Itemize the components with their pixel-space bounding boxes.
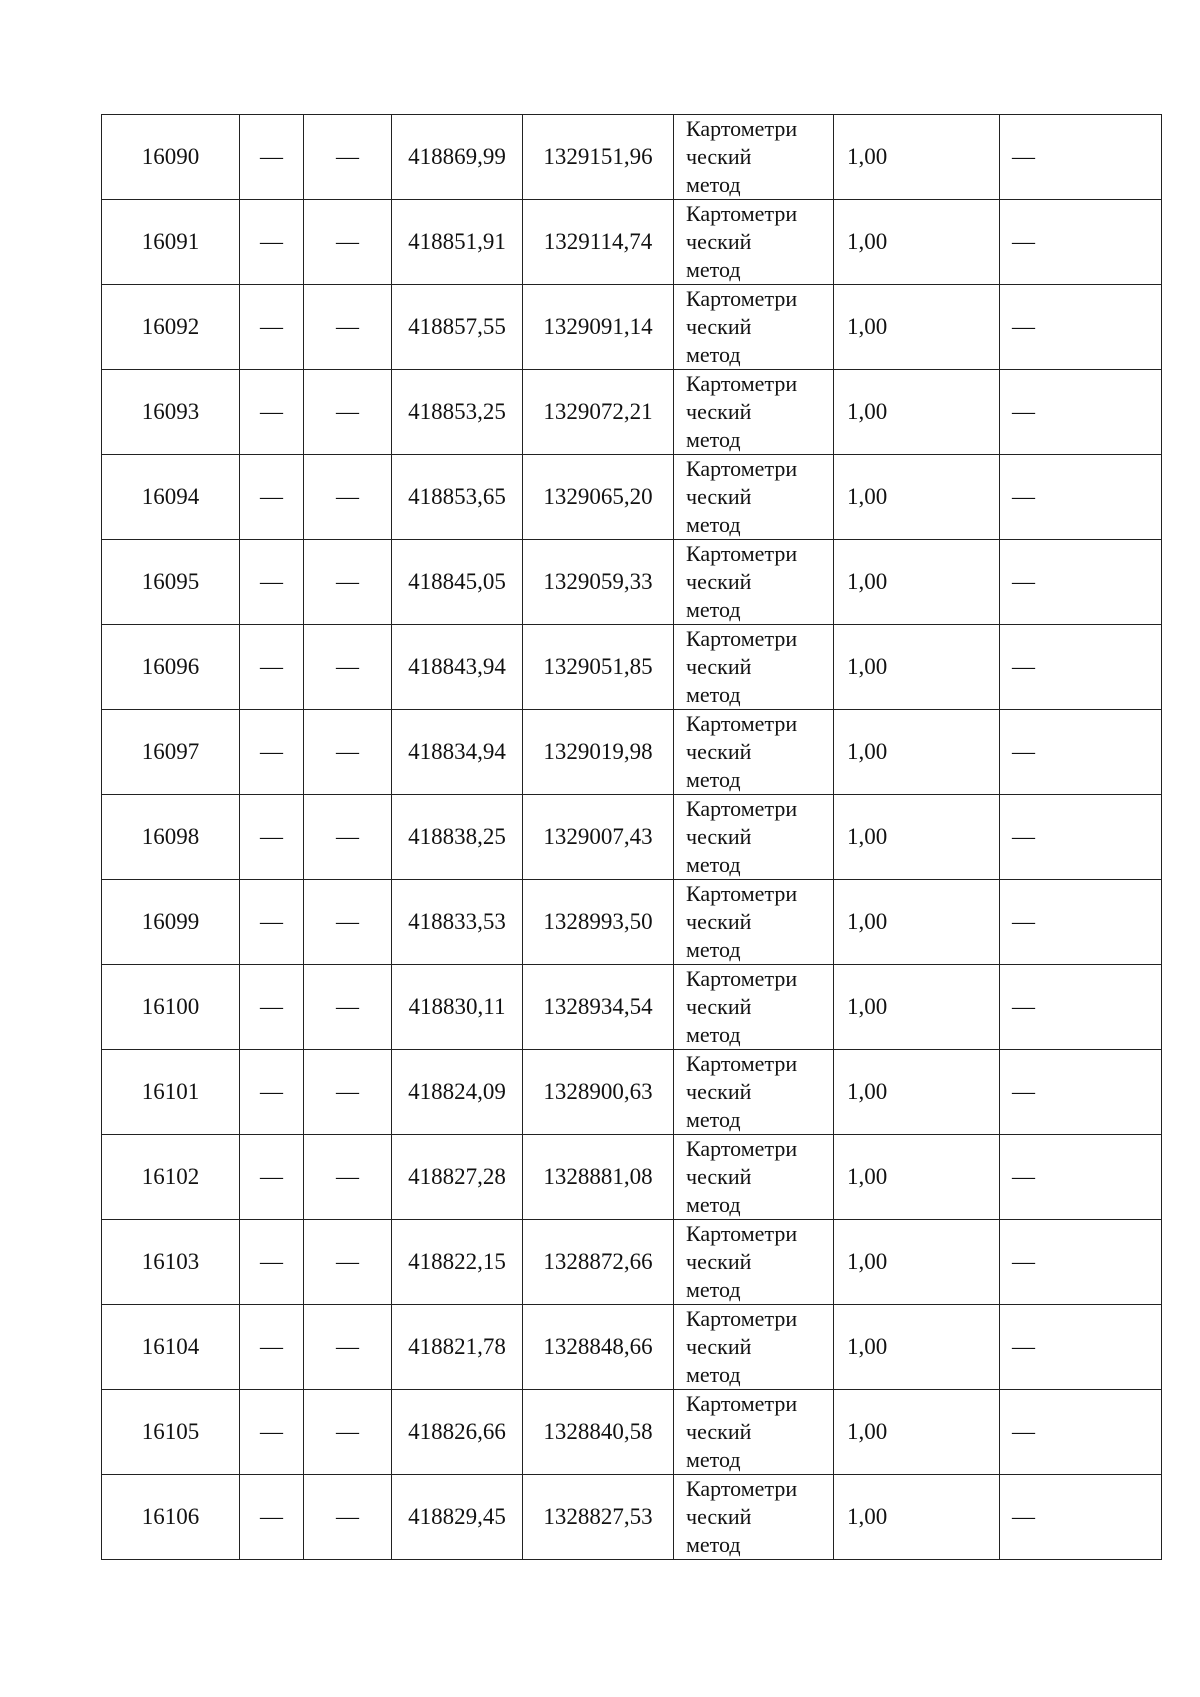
point-number-cell: 16094 xyxy=(102,455,240,540)
method-text-line: метод xyxy=(686,172,741,197)
x-coordinate-cell: 418822,15 xyxy=(392,1220,523,1305)
description-cell: — xyxy=(1000,455,1162,540)
method-text-line: ческий xyxy=(686,739,752,764)
method-text-line: ческий xyxy=(686,909,752,934)
description-cell: — xyxy=(1000,1220,1162,1305)
method-cell xyxy=(674,625,834,710)
method-cell xyxy=(674,880,834,965)
y-coordinate-cell: 1329072,21 xyxy=(523,370,674,455)
description-cell: — xyxy=(1000,200,1162,285)
method-text-line: метод xyxy=(686,597,741,622)
table-row xyxy=(102,370,1162,455)
description-cell: — xyxy=(1000,1135,1162,1220)
method-cell xyxy=(674,455,834,540)
empty-x-cell: — xyxy=(240,200,304,285)
empty-y-cell: — xyxy=(304,625,392,710)
table-row xyxy=(102,1135,1162,1220)
method-cell xyxy=(674,965,834,1050)
point-number-cell: 16097 xyxy=(102,710,240,795)
method-text-line: Картометри xyxy=(686,456,798,481)
point-number-cell: 16098 xyxy=(102,795,240,880)
method-text-line: ческий xyxy=(686,1334,752,1359)
method-cell xyxy=(674,1220,834,1305)
table-row xyxy=(102,285,1162,370)
y-coordinate-cell: 1329151,96 xyxy=(523,115,674,200)
description-cell: — xyxy=(1000,1390,1162,1475)
point-number-cell: 16090 xyxy=(102,115,240,200)
x-coordinate-cell: 418845,05 xyxy=(392,540,523,625)
table-row xyxy=(102,1390,1162,1475)
description-cell: — xyxy=(1000,1050,1162,1135)
coordinates-table xyxy=(101,114,1162,1560)
method-text-line: ческий xyxy=(686,314,752,339)
description-cell: — xyxy=(1000,880,1162,965)
description-cell: — xyxy=(1000,370,1162,455)
y-coordinate-cell: 1329051,85 xyxy=(523,625,674,710)
y-coordinate-cell: 1329114,74 xyxy=(523,200,674,285)
method-cell xyxy=(674,1050,834,1135)
description-cell: — xyxy=(1000,540,1162,625)
x-coordinate-cell: 418821,78 xyxy=(392,1305,523,1390)
empty-y-cell: — xyxy=(304,1305,392,1390)
method-text-line: Картометри xyxy=(686,1221,798,1246)
x-coordinate-cell: 418853,65 xyxy=(392,455,523,540)
empty-x-cell: — xyxy=(240,965,304,1050)
point-number-cell: 16105 xyxy=(102,1390,240,1475)
table-row xyxy=(102,625,1162,710)
precision-cell: 1,00 xyxy=(834,1305,1000,1390)
empty-x-cell: — xyxy=(240,115,304,200)
method-cell xyxy=(674,1475,834,1560)
table-row xyxy=(102,880,1162,965)
method-text-line: метод xyxy=(686,1532,741,1557)
method-text-line: Картометри xyxy=(686,711,798,736)
description-cell: — xyxy=(1000,1475,1162,1560)
method-text-line: метод xyxy=(686,937,741,962)
x-coordinate-cell: 418829,45 xyxy=(392,1475,523,1560)
point-number-cell: 16102 xyxy=(102,1135,240,1220)
method-text-line: Картометри xyxy=(686,1051,798,1076)
method-text-line: ческий xyxy=(686,569,752,594)
method-text-line: Картометри xyxy=(686,1476,798,1501)
x-coordinate-cell: 418827,28 xyxy=(392,1135,523,1220)
y-coordinate-cell: 1328934,54 xyxy=(523,965,674,1050)
method-text-line: Картометри xyxy=(686,116,798,141)
precision-cell: 1,00 xyxy=(834,965,1000,1050)
empty-y-cell: — xyxy=(304,710,392,795)
method-text-line: метод xyxy=(686,427,741,452)
method-cell xyxy=(674,1135,834,1220)
empty-y-cell: — xyxy=(304,1050,392,1135)
description-cell: — xyxy=(1000,965,1162,1050)
method-text-line: ческий xyxy=(686,229,752,254)
precision-cell: 1,00 xyxy=(834,1050,1000,1135)
point-number-cell: 16096 xyxy=(102,625,240,710)
method-text-line: ческий xyxy=(686,1504,752,1529)
method-text-line: Картометри xyxy=(686,541,798,566)
table-row xyxy=(102,1050,1162,1135)
empty-x-cell: — xyxy=(240,880,304,965)
table-row xyxy=(102,965,1162,1050)
empty-x-cell: — xyxy=(240,1305,304,1390)
empty-y-cell: — xyxy=(304,1475,392,1560)
table-row xyxy=(102,455,1162,540)
x-coordinate-cell: 418838,25 xyxy=(392,795,523,880)
table-row xyxy=(102,1220,1162,1305)
method-text-line: метод xyxy=(686,257,741,282)
empty-y-cell: — xyxy=(304,1390,392,1475)
table-row xyxy=(102,115,1162,200)
method-cell xyxy=(674,795,834,880)
method-text-line: Картометри xyxy=(686,201,798,226)
point-number-cell: 16106 xyxy=(102,1475,240,1560)
precision-cell: 1,00 xyxy=(834,1220,1000,1305)
precision-cell: 1,00 xyxy=(834,1475,1000,1560)
empty-x-cell: — xyxy=(240,1135,304,1220)
method-text-line: ческий xyxy=(686,654,752,679)
x-coordinate-cell: 418830,11 xyxy=(392,965,523,1050)
point-number-cell: 16100 xyxy=(102,965,240,1050)
point-number-cell: 16104 xyxy=(102,1305,240,1390)
point-number-cell: 16093 xyxy=(102,370,240,455)
empty-x-cell: — xyxy=(240,455,304,540)
description-cell: — xyxy=(1000,625,1162,710)
empty-x-cell: — xyxy=(240,1220,304,1305)
table-row xyxy=(102,1305,1162,1390)
method-cell xyxy=(674,370,834,455)
y-coordinate-cell: 1329059,33 xyxy=(523,540,674,625)
y-coordinate-cell: 1328872,66 xyxy=(523,1220,674,1305)
y-coordinate-cell: 1329007,43 xyxy=(523,795,674,880)
method-cell xyxy=(674,200,834,285)
y-coordinate-cell: 1328848,66 xyxy=(523,1305,674,1390)
empty-x-cell: — xyxy=(240,285,304,370)
method-cell xyxy=(674,710,834,795)
empty-y-cell: — xyxy=(304,1220,392,1305)
y-coordinate-cell: 1328840,58 xyxy=(523,1390,674,1475)
point-number-cell: 16091 xyxy=(102,200,240,285)
method-text-line: ческий xyxy=(686,484,752,509)
description-cell: — xyxy=(1000,115,1162,200)
method-cell xyxy=(674,1305,834,1390)
x-coordinate-cell: 418853,25 xyxy=(392,370,523,455)
empty-y-cell: — xyxy=(304,795,392,880)
point-number-cell: 16095 xyxy=(102,540,240,625)
description-cell: — xyxy=(1000,710,1162,795)
empty-x-cell: — xyxy=(240,1390,304,1475)
empty-x-cell: — xyxy=(240,1050,304,1135)
method-text-line: ческий xyxy=(686,994,752,1019)
empty-y-cell: — xyxy=(304,115,392,200)
method-text-line: метод xyxy=(686,1277,741,1302)
empty-y-cell: — xyxy=(304,540,392,625)
empty-y-cell: — xyxy=(304,965,392,1050)
method-text-line: Картометри xyxy=(686,796,798,821)
method-text-line: метод xyxy=(686,342,741,367)
empty-y-cell: — xyxy=(304,1135,392,1220)
precision-cell: 1,00 xyxy=(834,795,1000,880)
y-coordinate-cell: 1329091,14 xyxy=(523,285,674,370)
empty-y-cell: — xyxy=(304,200,392,285)
method-text-line: Картометри xyxy=(686,626,798,651)
empty-x-cell: — xyxy=(240,540,304,625)
method-text-line: ческий xyxy=(686,1079,752,1104)
method-text-line: ческий xyxy=(686,1419,752,1444)
description-cell: — xyxy=(1000,285,1162,370)
precision-cell: 1,00 xyxy=(834,285,1000,370)
x-coordinate-cell: 418834,94 xyxy=(392,710,523,795)
empty-x-cell: — xyxy=(240,710,304,795)
method-text-line: Картометри xyxy=(686,371,798,396)
method-text-line: ческий xyxy=(686,1249,752,1274)
y-coordinate-cell: 1328881,08 xyxy=(523,1135,674,1220)
method-cell xyxy=(674,1390,834,1475)
method-text-line: Картометри xyxy=(686,966,798,991)
y-coordinate-cell: 1328993,50 xyxy=(523,880,674,965)
empty-x-cell: — xyxy=(240,1475,304,1560)
y-coordinate-cell: 1329065,20 xyxy=(523,455,674,540)
empty-y-cell: — xyxy=(304,370,392,455)
method-text-line: метод xyxy=(686,852,741,877)
point-number-cell: 16101 xyxy=(102,1050,240,1135)
method-text-line: метод xyxy=(686,1107,741,1132)
x-coordinate-cell: 418843,94 xyxy=(392,625,523,710)
x-coordinate-cell: 418833,53 xyxy=(392,880,523,965)
method-cell xyxy=(674,540,834,625)
table-row xyxy=(102,795,1162,880)
method-text-line: Картометри xyxy=(686,1391,798,1416)
method-cell xyxy=(674,285,834,370)
x-coordinate-cell: 418824,09 xyxy=(392,1050,523,1135)
method-text-line: Картометри xyxy=(686,1136,798,1161)
precision-cell: 1,00 xyxy=(834,115,1000,200)
x-coordinate-cell: 418869,99 xyxy=(392,115,523,200)
x-coordinate-cell: 418857,55 xyxy=(392,285,523,370)
method-text-line: метод xyxy=(686,1192,741,1217)
empty-x-cell: — xyxy=(240,625,304,710)
x-coordinate-cell: 418851,91 xyxy=(392,200,523,285)
point-number-cell: 16103 xyxy=(102,1220,240,1305)
method-text-line: метод xyxy=(686,1022,741,1047)
method-text-line: ческий xyxy=(686,1164,752,1189)
table-row xyxy=(102,710,1162,795)
table-row xyxy=(102,200,1162,285)
method-text-line: метод xyxy=(686,682,741,707)
empty-y-cell: — xyxy=(304,880,392,965)
x-coordinate-cell: 418826,66 xyxy=(392,1390,523,1475)
precision-cell: 1,00 xyxy=(834,540,1000,625)
precision-cell: 1,00 xyxy=(834,1390,1000,1475)
method-text-line: ческий xyxy=(686,824,752,849)
precision-cell: 1,00 xyxy=(834,200,1000,285)
empty-y-cell: — xyxy=(304,455,392,540)
method-text-line: Картометри xyxy=(686,286,798,311)
table-body xyxy=(102,115,1162,1560)
y-coordinate-cell: 1329019,98 xyxy=(523,710,674,795)
point-number-cell: 16099 xyxy=(102,880,240,965)
description-cell: — xyxy=(1000,795,1162,880)
precision-cell: 1,00 xyxy=(834,710,1000,795)
precision-cell: 1,00 xyxy=(834,1135,1000,1220)
method-text-line: метод xyxy=(686,512,741,537)
precision-cell: 1,00 xyxy=(834,880,1000,965)
table-row xyxy=(102,1475,1162,1560)
method-text-line: Картометри xyxy=(686,881,798,906)
method-cell xyxy=(674,115,834,200)
precision-cell: 1,00 xyxy=(834,370,1000,455)
y-coordinate-cell: 1328900,63 xyxy=(523,1050,674,1135)
point-number-cell: 16092 xyxy=(102,285,240,370)
y-coordinate-cell: 1328827,53 xyxy=(523,1475,674,1560)
precision-cell: 1,00 xyxy=(834,625,1000,710)
method-text-line: метод xyxy=(686,1362,741,1387)
table-row xyxy=(102,540,1162,625)
precision-cell: 1,00 xyxy=(834,455,1000,540)
empty-y-cell: — xyxy=(304,285,392,370)
empty-x-cell: — xyxy=(240,795,304,880)
method-text-line: Картометри xyxy=(686,1306,798,1331)
method-text-line: метод xyxy=(686,1447,741,1472)
description-cell: — xyxy=(1000,1305,1162,1390)
method-text-line: ческий xyxy=(686,144,752,169)
empty-x-cell: — xyxy=(240,370,304,455)
method-text-line: метод xyxy=(686,767,741,792)
method-text-line: ческий xyxy=(686,399,752,424)
